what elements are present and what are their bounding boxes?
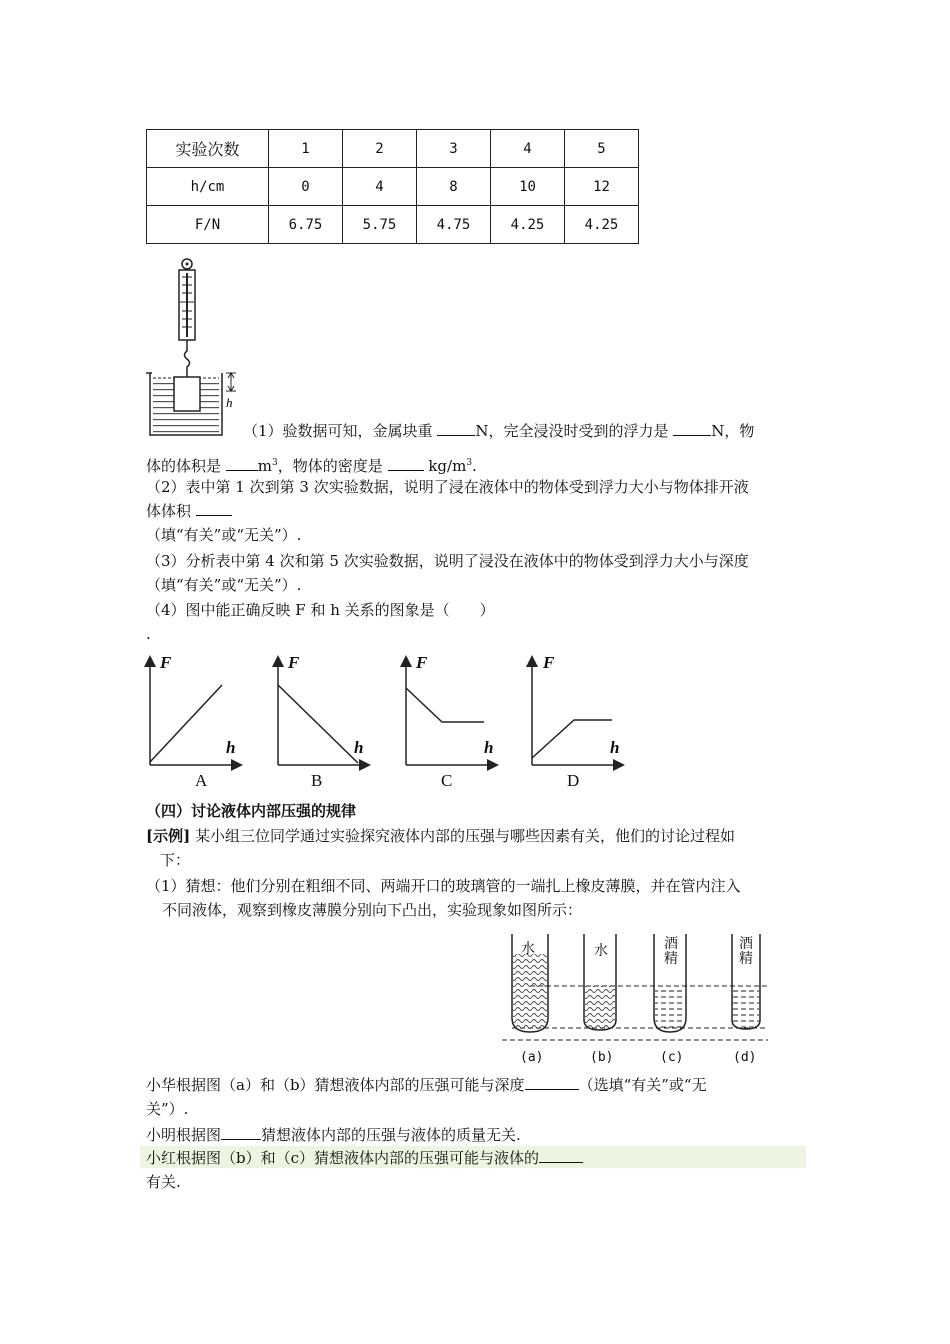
graph-options [140, 650, 640, 795]
xiaohua-line-2: 关”）. [146, 1100, 189, 1118]
table-cell: 10 [491, 168, 565, 206]
table-cell: 3 [417, 130, 491, 168]
tube-d-label: 酒精 [739, 936, 753, 967]
example-line-2: 下： [160, 851, 191, 869]
data-table [146, 129, 639, 244]
q1-text-e: m [257, 457, 273, 475]
xiaoming-line [146, 1124, 521, 1146]
dot-line: . [146, 625, 151, 643]
tube-a-caption: (a) [520, 1050, 544, 1065]
row-label-f: F/N [147, 206, 269, 244]
tube-a-label: 水 [521, 941, 535, 957]
graph-d-x-label: h [610, 738, 620, 757]
graph-b-y-label: F [288, 653, 300, 672]
answer-blank[interactable] [221, 1125, 261, 1140]
row-label-h: h/cm [147, 168, 269, 206]
question-2-line-a: （2）表中第 1 次到第 3 次实验数据，说明了浸在液体中的物体受到浮力大小与物体排开液 [146, 478, 749, 496]
q1-text-c: N，物 [711, 422, 755, 440]
q1-text-g: kg/m [428, 457, 467, 475]
xiaoming-text-2: 猜想液体内部的压强与液体的质量无关. [261, 1126, 521, 1144]
table-cell: 12 [565, 168, 639, 206]
question-4-line: （4）图中能正确反映 F 和 h 关系的图象是（ ） [146, 601, 495, 619]
graph-c-x-label: h [484, 738, 494, 757]
example-tag: [示例] [146, 827, 191, 845]
question-2-line-b [146, 500, 232, 522]
xiaohong-text-1: 小红根据图（b）和（c）猜想液体内部的压强可能与液体的 [146, 1149, 540, 1167]
table-cell: 4.75 [417, 206, 491, 244]
graph-c-y-label: F [416, 653, 428, 672]
spring-scale-diagram [146, 255, 246, 440]
answer-blank[interactable] [437, 421, 475, 436]
tube-b-label: 水 [594, 943, 608, 959]
table-cell: 2 [343, 130, 417, 168]
question-1-line-b [146, 452, 477, 477]
table-header: 实验次数 [147, 130, 269, 168]
option-a-label[interactable]: A [195, 771, 208, 790]
table-cell: 4.25 [565, 206, 639, 244]
question-3-line-b: （填“有关”或“无关”）. [146, 576, 302, 594]
table-row [147, 168, 639, 206]
xiaohua-text-2: （选填“有关”或“无 [578, 1076, 707, 1094]
q1-text-h: . [472, 457, 477, 475]
graph-b-x-label: h [354, 738, 364, 757]
xiaoming-text-1: 小明根据图 [146, 1126, 222, 1144]
tube-c-label: 酒精 [664, 936, 678, 967]
xiaohong-line-1 [146, 1147, 583, 1169]
option-d-label[interactable]: D [567, 771, 580, 790]
xiaohua-line-1 [146, 1074, 707, 1096]
table-cell: 8 [417, 168, 491, 206]
tube-d-caption: (d) [733, 1050, 757, 1065]
option-c-label[interactable]: C [441, 771, 453, 790]
guess-line-1: （1）猜想：他们分别在粗细不同、两端开口的玻璃管的一端扎上橡皮薄膜，并在管内注入 [146, 877, 741, 895]
question-3-line-a: （3）分析表中第 4 次和第 5 次实验数据，说明了浸没在液体中的物体受到浮力大小与深度 [146, 552, 749, 570]
xiaohua-text-1: 小华根据图（a）和（b）猜想液体内部的压强可能与深度 [146, 1076, 525, 1094]
answer-blank[interactable] [525, 1075, 579, 1090]
table-cell: 1 [269, 130, 343, 168]
option-b-label[interactable]: B [311, 771, 323, 790]
table-row [147, 206, 639, 244]
h-label: h [226, 395, 233, 410]
graph-c[interactable] [406, 658, 496, 765]
question-2-line-c: （填“有关”或“无关”）. [146, 526, 302, 544]
q1-text-d: 体的体积是 [146, 457, 222, 475]
question-1-line-a [243, 420, 754, 442]
table-cell: 4 [343, 168, 417, 206]
graph-a-x-label: h [226, 738, 236, 757]
graph-a-y-label: F [160, 653, 172, 672]
xiaohong-line-2: 有关. [146, 1173, 181, 1191]
answer-blank[interactable] [388, 456, 424, 471]
answer-blank[interactable] [673, 421, 711, 436]
example-text: 某小组三位同学通过实验探究液体内部的压强与哪些因素有关，他们的讨论过程如 [190, 827, 735, 845]
q2-text-b: 体体积 [146, 502, 192, 520]
answer-blank[interactable] [226, 456, 258, 471]
table-cell: 4 [491, 130, 565, 168]
tube-c-caption: (c) [660, 1050, 684, 1065]
q1-sup-e: 3 [272, 458, 278, 468]
table-cell: 4.25 [491, 206, 565, 244]
graph-d-y-label: F [543, 653, 555, 672]
table-cell: 0 [269, 168, 343, 206]
q1-text-f: ，物体的密度是 [277, 457, 383, 475]
graph-d[interactable] [532, 658, 622, 765]
table-cell: 6.75 [269, 206, 343, 244]
q1-text-a: （1）验数据可知，金属块重 [243, 422, 433, 440]
example-line-1 [146, 825, 735, 847]
q1-text-b: N，完全浸没时受到的浮力是 [475, 422, 669, 440]
q1-sup-g: 3 [466, 458, 473, 468]
answer-blank[interactable] [539, 1148, 583, 1163]
table-cell: 5.75 [343, 206, 417, 244]
table-row [147, 130, 639, 168]
guess-line-2: 不同液体，观察到橡皮薄膜分别向下凸出，实验现象如图所示： [162, 901, 583, 919]
answer-blank[interactable] [196, 501, 232, 516]
table-cell: 5 [565, 130, 639, 168]
section-title: （四）讨论液体内部压强的规律 [146, 802, 357, 820]
tube-b-caption: (b) [590, 1050, 614, 1065]
